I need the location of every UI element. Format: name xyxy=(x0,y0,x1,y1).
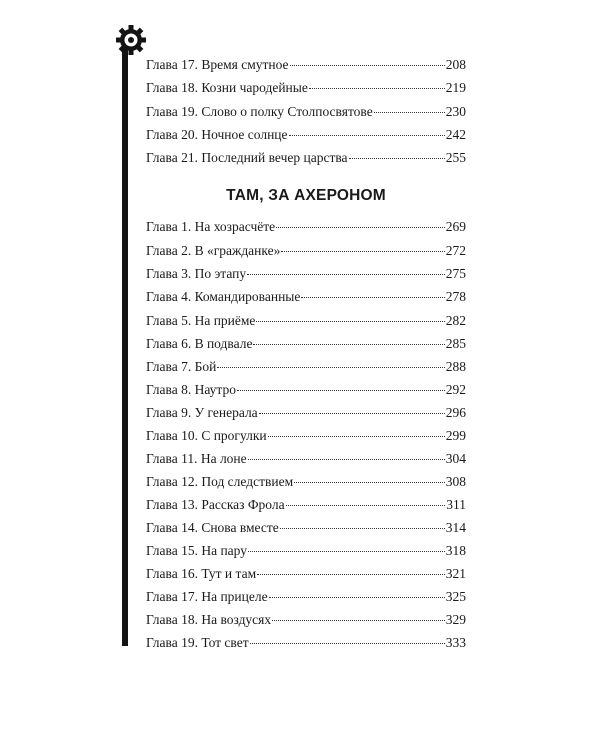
toc-entry xyxy=(146,127,466,143)
toc-entry xyxy=(146,289,466,305)
dot-leader xyxy=(247,274,445,275)
toc-entry-page: 269 xyxy=(445,219,466,234)
toc-entry-title: Глава 17. На прицеле xyxy=(146,589,268,604)
dot-leader xyxy=(250,643,445,644)
toc-entry-page: 311 xyxy=(446,497,466,512)
section-heading: ТАМ, ЗА АХЕРОНОМ xyxy=(226,187,386,204)
toc-entry-title: Глава 12. Под следствием xyxy=(146,474,294,489)
toc-entry-title: Глава 21. Последний вечер царства xyxy=(146,150,348,165)
toc-entry xyxy=(146,359,466,375)
toc-entry-title: Глава 18. Козни чародейные xyxy=(146,80,308,95)
dot-leader xyxy=(301,297,444,298)
dot-leader xyxy=(269,597,445,598)
dot-leader xyxy=(280,528,445,529)
toc-entry-title: Глава 9. У генерала xyxy=(146,405,258,420)
dot-leader xyxy=(349,158,445,159)
toc-entry-page: 255 xyxy=(445,150,466,165)
toc-entry xyxy=(146,428,466,444)
gear-icon xyxy=(113,22,149,58)
toc-entry-page: 219 xyxy=(445,80,466,95)
dot-leader xyxy=(248,551,445,552)
toc-entry-page: 242 xyxy=(445,127,466,142)
toc-entry-title: Глава 17. Время смутное xyxy=(146,57,289,72)
dot-leader xyxy=(309,88,445,89)
dot-leader xyxy=(374,112,445,113)
toc-entry-title: Глава 7. Бой xyxy=(146,359,217,374)
toc-entry-page: 314 xyxy=(445,520,466,535)
toc-entry xyxy=(146,336,466,352)
toc-entry-page: 272 xyxy=(445,243,466,258)
toc-entry-title: Глава 6. В подвале xyxy=(146,336,253,351)
toc-entry xyxy=(146,451,466,467)
toc-entry-title: Глава 10. С прогулки xyxy=(146,428,267,443)
toc-entry-page: 299 xyxy=(445,428,466,443)
toc-entry xyxy=(146,382,466,398)
toc-entry-page: 278 xyxy=(445,289,466,304)
toc-entry xyxy=(146,150,466,166)
toc-entry-title: Глава 11. На лоне xyxy=(146,451,247,466)
dot-leader xyxy=(268,436,445,437)
dot-leader xyxy=(259,413,445,414)
toc-entry-title: Глава 19. Слово о полку Столпосвятове xyxy=(146,104,373,119)
dot-leader xyxy=(289,135,445,136)
toc-entry-title: Глава 15. На пару xyxy=(146,543,247,558)
toc-entry xyxy=(146,243,466,259)
toc-entry-title: Глава 3. По этапу xyxy=(146,266,247,281)
dot-leader xyxy=(256,321,444,322)
dot-leader xyxy=(290,65,445,66)
toc-entry-page: 321 xyxy=(445,566,466,581)
toc-entry xyxy=(146,57,466,73)
toc-entry-title: Глава 16. Тут и там xyxy=(146,566,257,581)
toc-entry xyxy=(146,520,466,536)
dot-leader xyxy=(276,227,445,228)
toc-entry-page: 208 xyxy=(445,57,466,72)
toc-entry-page: 325 xyxy=(445,589,466,604)
toc-entry xyxy=(146,543,466,559)
toc-entry-title: Глава 14. Снова вместе xyxy=(146,520,279,535)
toc-entry-page: 275 xyxy=(445,266,466,281)
toc-entry-page: 329 xyxy=(445,612,466,627)
toc-entry-page: 230 xyxy=(445,104,466,119)
toc-entry-title: Глава 13. Рассказ Фрола xyxy=(146,497,285,512)
dot-leader xyxy=(248,459,445,460)
dot-leader xyxy=(272,620,445,621)
toc-entry-title: Глава 4. Командированные xyxy=(146,289,301,304)
toc-entry xyxy=(146,635,466,651)
dot-leader xyxy=(217,367,444,368)
toc-entry-page: 296 xyxy=(445,405,466,420)
toc-entry-title: Глава 20. Ночное солнце xyxy=(146,127,288,142)
toc-entry xyxy=(146,589,466,605)
margin-bar xyxy=(122,42,128,646)
toc-entry xyxy=(146,497,466,513)
toc-entry-page: 308 xyxy=(445,474,466,489)
toc-entry-title: Глава 18. На воздусях xyxy=(146,612,272,627)
toc-entry-title: Глава 2. В «гражданке» xyxy=(146,243,281,258)
dot-leader xyxy=(294,482,445,483)
toc-entry-page: 333 xyxy=(445,635,466,650)
toc-entry-title: Глава 5. На приёме xyxy=(146,313,256,328)
toc-entry xyxy=(146,266,466,282)
toc-entry-title: Глава 1. На хозрасчёте xyxy=(146,219,276,234)
toc-entry xyxy=(146,104,466,120)
dot-leader xyxy=(253,344,444,345)
dot-leader xyxy=(237,390,445,391)
toc-entry xyxy=(146,219,466,235)
dot-leader xyxy=(257,574,445,575)
toc-entry-page: 285 xyxy=(445,336,466,351)
toc-entry-page: 318 xyxy=(445,543,466,558)
toc-entry-page: 288 xyxy=(445,359,466,374)
toc-entry-title: Глава 19. Тот свет xyxy=(146,635,249,650)
toc-entry xyxy=(146,405,466,421)
toc-entry-title: Глава 8. Наутро xyxy=(146,382,236,397)
toc-entry-page: 282 xyxy=(445,313,466,328)
toc-entry xyxy=(146,566,466,582)
toc-entry xyxy=(146,313,466,329)
toc-entry xyxy=(146,80,466,96)
toc-entry-page: 292 xyxy=(445,382,466,397)
toc-entry xyxy=(146,474,466,490)
toc-entry xyxy=(146,612,466,628)
dot-leader xyxy=(286,505,446,506)
dot-leader xyxy=(281,251,444,252)
toc-entry-page: 304 xyxy=(445,451,466,466)
